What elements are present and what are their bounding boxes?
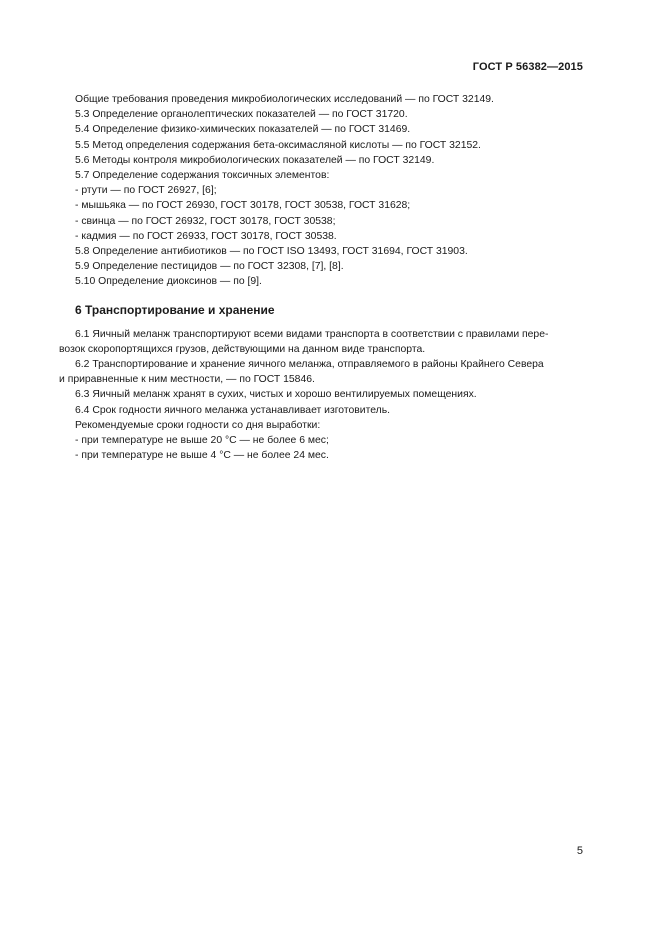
- clause-5-4: 5.4 Определение физико-химических показателей — по ГОСТ 31469.: [75, 124, 411, 136]
- section-6-heading: 6 Транспортирование и хранение: [75, 302, 275, 317]
- clause-5-7: 5.7 Определение содержания токсичных элементов:: [75, 170, 330, 182]
- text-line: Общие требования проведения микробиологических исследований — по ГОСТ 32149.: [75, 94, 494, 105]
- clause-5-10: 5.10 Определение диоксинов — по [9].: [75, 276, 262, 288]
- list-item-arsenic: - мышьяка — по ГОСТ 26930, ГОСТ 30178, ГОСТ 30538, ГОСТ 31628;: [75, 200, 411, 212]
- clause-5-8: 5.8 Определение антибиотиков — по ГОСТ ISO 13493, ГОСТ 31694, ГОСТ 31903.: [75, 246, 468, 258]
- clause-6-2-line-2: и приравненные к ним местности, — по ГОСТ 15846.: [59, 374, 315, 386]
- clause-5-6: 5.6 Методы контроля микробиологических показателей — по ГОСТ 32149.: [75, 154, 435, 166]
- clause-6-1-line-1: 6.1 Яичный меланж транспортируют всеми видами транспорта в соответствии с правилами пере-: [75, 328, 549, 340]
- document-code-header: ГОСТ Р 56382—2015: [472, 61, 583, 73]
- list-item-mercury: - ртути — по ГОСТ 26927, [6];: [75, 185, 217, 197]
- clause-6-2-line-1: 6.2 Транспортирование и хранение яичного меланжа, отправляемого в районы Крайнего Севера: [75, 359, 544, 371]
- list-item-cadmium: - кадмия — по ГОСТ 26933, ГОСТ 30178, ГОСТ 30538.: [75, 230, 337, 242]
- clause-5-5: 5.5 Метод определения содержания бета-оксимасляной кислоты — по ГОСТ 32152.: [75, 139, 481, 151]
- clause-6-4: 6.4 Срок годности яичного меланжа устанавливает изготовитель.: [75, 404, 391, 416]
- clause-6-1-line-2: возок скоропортящихся грузов, действующими на данном виде транспорта.: [59, 343, 426, 355]
- recommended-terms: Рекомендуемые сроки годности со дня выработки:: [75, 419, 321, 431]
- page-number: 5: [576, 845, 583, 857]
- clause-5-9: 5.9 Определение пестицидов — по ГОСТ 32308, [7], [8].: [75, 261, 344, 273]
- clause-6-3: 6.3 Яичный меланж хранят в сухих, чистых и хорошо вентилируемых помещениях.: [75, 389, 477, 401]
- clause-5-3: 5.3 Определение органолептических показателей — по ГОСТ 31720.: [75, 109, 408, 121]
- list-item-20c: - при температуре не выше 20 °С — не более 6 мес;: [75, 435, 329, 447]
- list-item-4c: - при температуре не выше 4 °С — не более 24 мес.: [75, 450, 329, 462]
- document-body: [59, 92, 587, 463]
- list-item-lead: - свинца — по ГОСТ 26932, ГОСТ 30178, ГОСТ 30538;: [75, 215, 336, 227]
